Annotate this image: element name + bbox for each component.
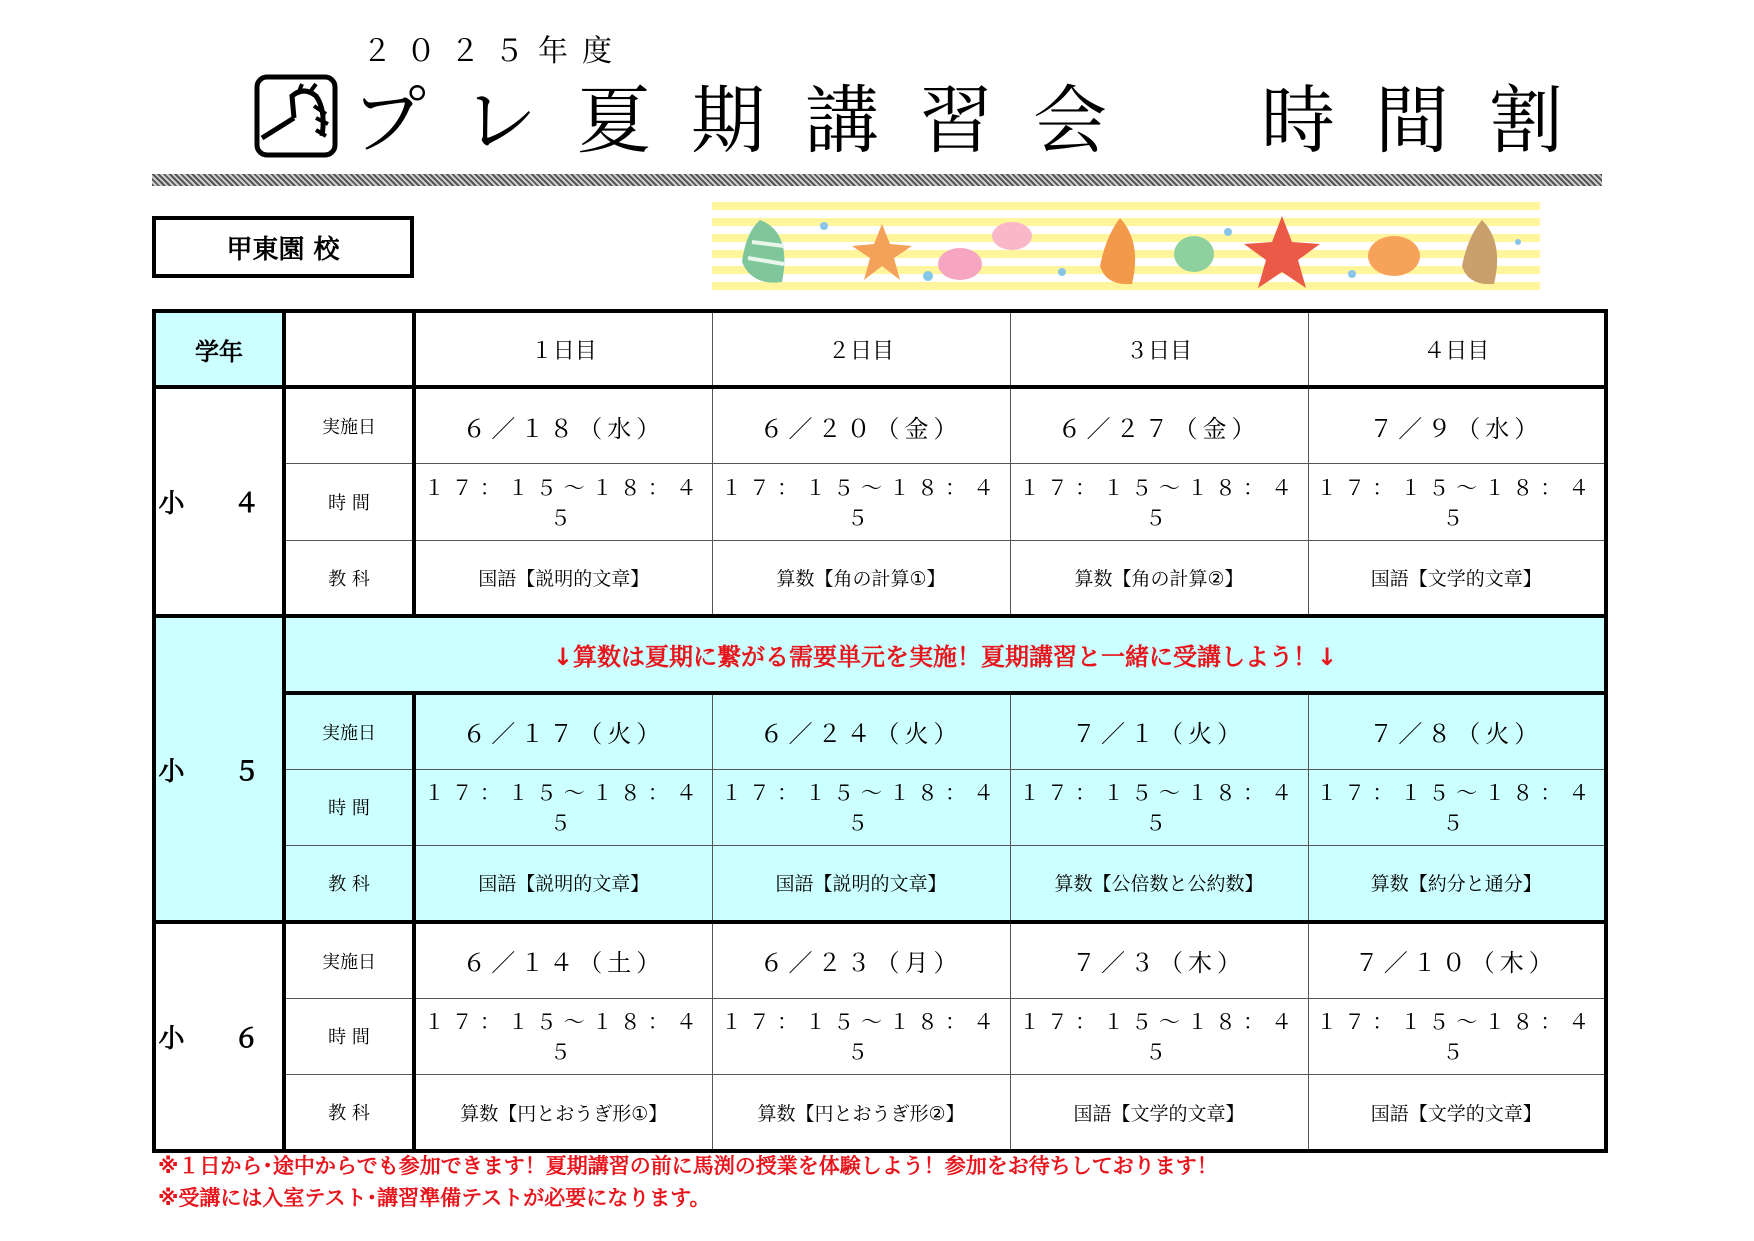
row-label-date: 実施日 (284, 693, 414, 769)
row-label-time: 時 間 (284, 998, 414, 1074)
footnote: ※受講には入室テスト･講習準備テストが必要になります。 (158, 1186, 711, 1210)
row-label-time: 時 間 (284, 769, 414, 845)
g6-time: １７：１５～１８：４５ (712, 998, 1010, 1074)
grade-6-label: 小 ６ (154, 922, 284, 1151)
g4-subject: 算数【角の計算②】 (1010, 540, 1308, 616)
g5-time: １７：１５～１８：４５ (1308, 769, 1606, 845)
shell-icon (1100, 218, 1135, 284)
row-label-subject: 教 科 (284, 540, 414, 616)
g6-date: ７／１０（木） (1308, 922, 1606, 998)
g6-date: ７／３（木） (1010, 922, 1308, 998)
g4-date: ７／９（水） (1308, 387, 1606, 463)
g5-date: ６／２４（火） (712, 693, 1010, 769)
g5-time: １７：１５～１８：４５ (1010, 769, 1308, 845)
g4-time: １７：１５～１８：４５ (1010, 464, 1308, 540)
grade-5-notice: ↓算数は夏期に繋がる需要単元を実施！夏期講習と一緒に受講しよう！↓ (284, 616, 1606, 692)
row-label-subject: 教 科 (284, 846, 414, 922)
g6-time: １７：１５～１８：４５ (1010, 998, 1308, 1074)
timetable (152, 309, 1608, 1153)
g4-date: ６／２０（金） (712, 387, 1010, 463)
school-name: 甲東園 校 (152, 216, 414, 278)
footnote: ※１日から･途中からでも参加できます！夏期講習の前に馬渕の授業を体験しよう！参加をお待ちしております！ (158, 1154, 1218, 1178)
g5-date: ７／８（火） (1308, 693, 1606, 769)
academic-year: ２０２５年度 (362, 34, 626, 69)
g4-date: ６／２７（金） (1010, 387, 1308, 463)
g5-date: ６／１７（火） (414, 693, 712, 769)
g6-time: １７：１５～１８：４５ (414, 998, 712, 1074)
g5-subject: 国語【説明的文章】 (712, 846, 1010, 922)
day-header: ４日目 (1308, 311, 1606, 387)
grade-header: 学年 (154, 311, 284, 387)
g6-date: ６／２３（月） (712, 922, 1010, 998)
g5-date: ７／１（火） (1010, 693, 1308, 769)
day-header: ３日目 (1010, 311, 1308, 387)
g6-subject: 算数【円とおうぎ形②】 (712, 1075, 1010, 1151)
g4-date: ６／１８（水） (414, 387, 712, 463)
g6-time: １７：１５～１８：４５ (1308, 998, 1606, 1074)
row-label-date: 実施日 (284, 922, 414, 998)
row-label-time: 時 間 (284, 464, 414, 540)
seashell-banner (712, 202, 1540, 298)
g6-subject: 国語【文学的文章】 (1010, 1075, 1308, 1151)
day-header: ２日目 (712, 311, 1010, 387)
row-label-date: 実施日 (284, 387, 414, 463)
grade-5-label: 小 ５ (154, 616, 284, 921)
page-title: プレ夏期講習会 時間割 (352, 78, 1604, 164)
g5-time: １７：１５～１８：４５ (712, 769, 1010, 845)
starfish-icon (852, 224, 912, 280)
g4-subject: 国語【文学的文章】 (1308, 540, 1606, 616)
horse-logo-icon (254, 74, 338, 158)
g6-date: ６／１４（土） (414, 922, 712, 998)
shell-icon (742, 220, 784, 283)
label-header-blank (284, 311, 414, 387)
g6-subject: 国語【文学的文章】 (1308, 1075, 1606, 1151)
g6-subject: 算数【円とおうぎ形①】 (414, 1075, 712, 1151)
g4-time: １７：１５～１８：４５ (414, 464, 712, 540)
day-header: １日目 (414, 311, 712, 387)
g5-subject: 国語【説明的文章】 (414, 846, 712, 922)
g5-time: １７：１５～１８：４５ (414, 769, 712, 845)
title-rule (152, 174, 1602, 186)
footnotes (158, 1150, 1218, 1214)
starfish-icon (1244, 216, 1320, 288)
shell-icon (1462, 220, 1497, 284)
grade-4-label: 小 ４ (154, 387, 284, 616)
g4-subject: 国語【説明的文章】 (414, 540, 712, 616)
g5-subject: 算数【約分と通分】 (1308, 846, 1606, 922)
row-label-subject: 教 科 (284, 1075, 414, 1151)
g4-time: １７：１５～１８：４５ (712, 464, 1010, 540)
g4-time: １７：１５～１８：４５ (1308, 464, 1606, 540)
g5-subject: 算数【公倍数と公約数】 (1010, 846, 1308, 922)
g4-subject: 算数【角の計算①】 (712, 540, 1010, 616)
